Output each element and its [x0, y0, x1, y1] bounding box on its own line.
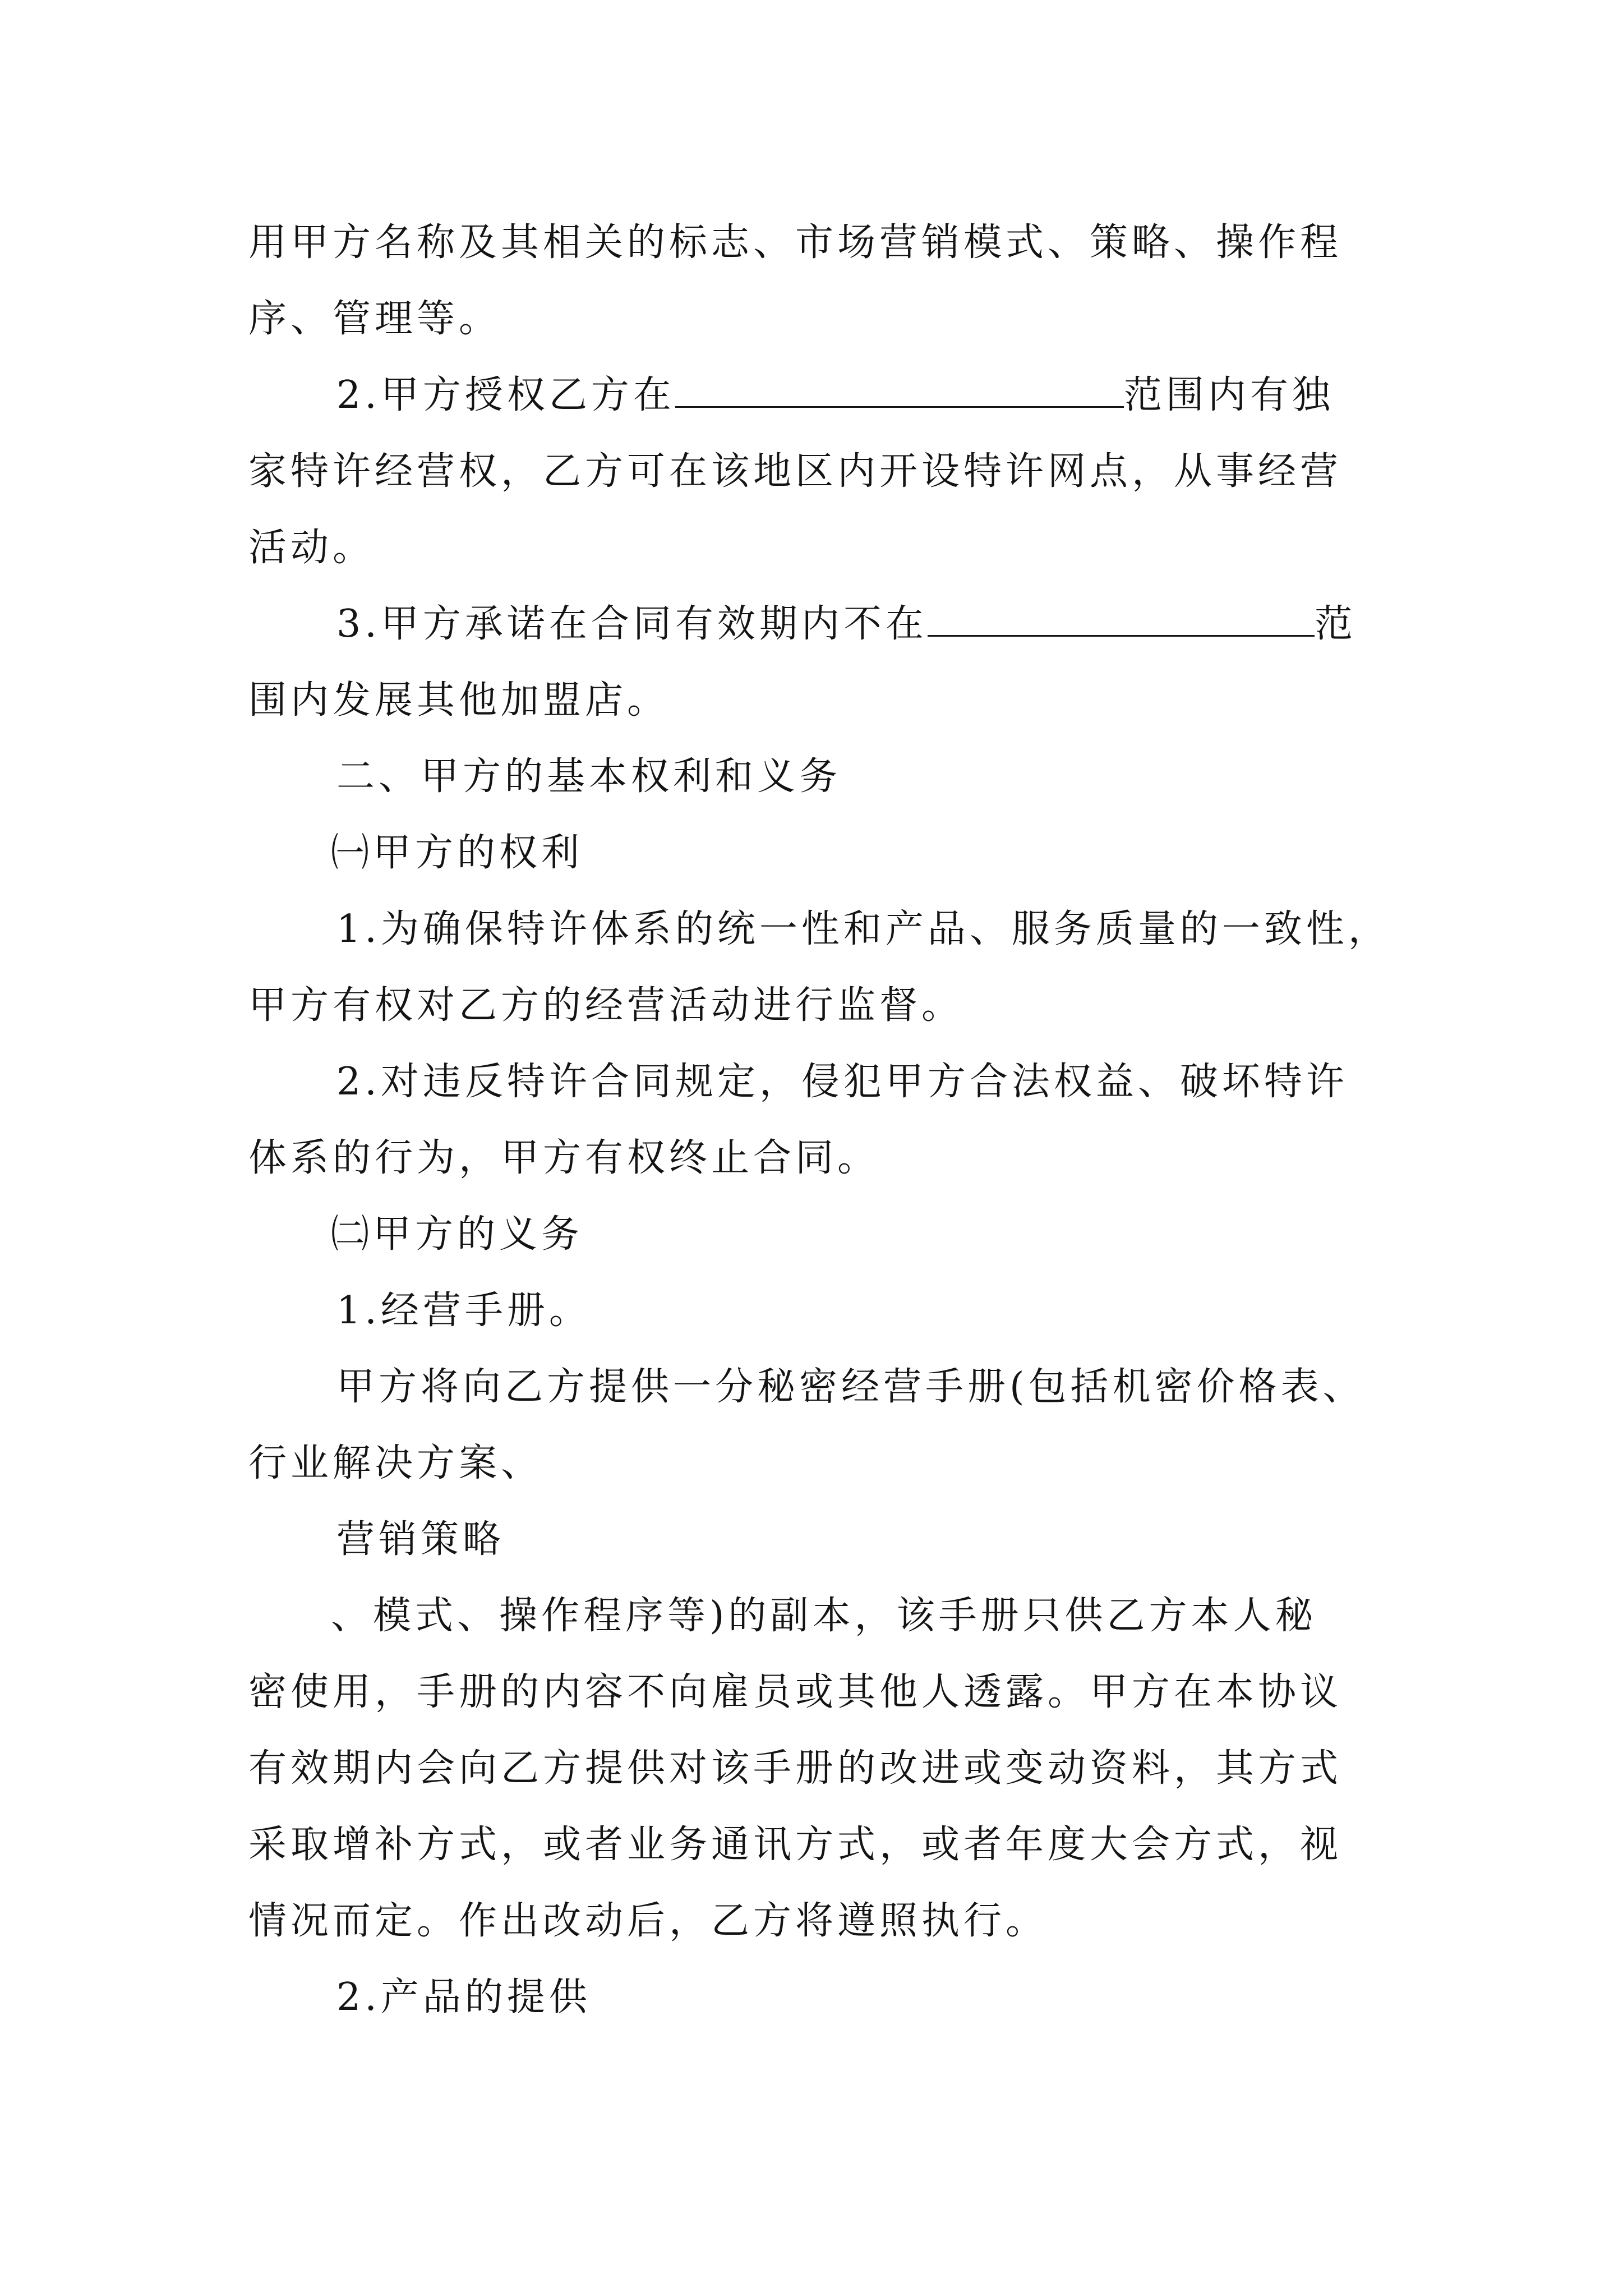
paragraph-line: 围内发展其他加盟店。	[248, 678, 670, 723]
clause-line	[336, 602, 1357, 647]
paragraph-line: 活动。	[248, 526, 375, 570]
subsection-heading: ㈠甲方的权利	[331, 831, 584, 875]
paragraph-line: 甲方将向乙方提供一分秘密经营手册(包括机密价格表、	[336, 1365, 1365, 1409]
paragraph-line: 密使用，手册的内容不向雇员或其他人透露。甲方在本协议	[248, 1670, 1343, 1714]
paragraph-line: 体系的行为，甲方有权终止合同。	[248, 1136, 880, 1180]
paragraph-line: 序、管理等。	[248, 297, 501, 341]
section-heading: 二、甲方的基本权利和义务	[336, 754, 842, 799]
paragraph-line: 1.为确保特许体系的统一性和产品、服务质量的一致性，	[336, 907, 1390, 951]
paragraph-line: 营销策略	[336, 1517, 505, 1562]
fill-in-blank	[675, 375, 1124, 408]
paragraph-line: 2.对违反特许合同规定，侵犯甲方合法权益、破坏特许	[336, 1060, 1348, 1104]
paragraph-line: 家特许经营权，乙方可在该地区内开设特许网点，从事经营	[248, 449, 1343, 494]
paragraph-line: 情况而定。作出改动后，乙方将遵照执行。	[248, 1899, 1048, 1943]
paragraph-line: 甲方有权对乙方的经营活动进行监督。	[248, 983, 964, 1028]
paragraph-line: 采取增补方式，或者业务通讯方式，或者年度大会方式，视	[248, 1823, 1343, 1867]
fill-in-blank	[928, 604, 1315, 637]
clause-text: 范围内有独	[1123, 373, 1334, 417]
clause-text: 2.甲方授权乙方在	[336, 373, 675, 417]
paragraph-line: 有效期内会向乙方提供对该手册的改进或变动资料，其方式	[248, 1746, 1343, 1791]
item-heading: 1.经营手册。	[336, 1289, 591, 1333]
item-heading: 2.产品的提供	[336, 1975, 591, 2019]
clause-text: 范	[1314, 602, 1357, 646]
subsection-heading: ㈡甲方的义务	[331, 1212, 584, 1257]
clause-line	[336, 373, 1334, 418]
paragraph-line: 用甲方名称及其相关的标志、市场营销模式、策略、操作程	[248, 220, 1343, 265]
paragraph-line: 行业解决方案、	[248, 1441, 543, 1485]
paragraph-line: 、模式、操作程序等)的副本，该手册只供乙方本人秘	[331, 1594, 1317, 1638]
clause-text: 3.甲方承诺在合同有效期内不在	[336, 602, 928, 646]
